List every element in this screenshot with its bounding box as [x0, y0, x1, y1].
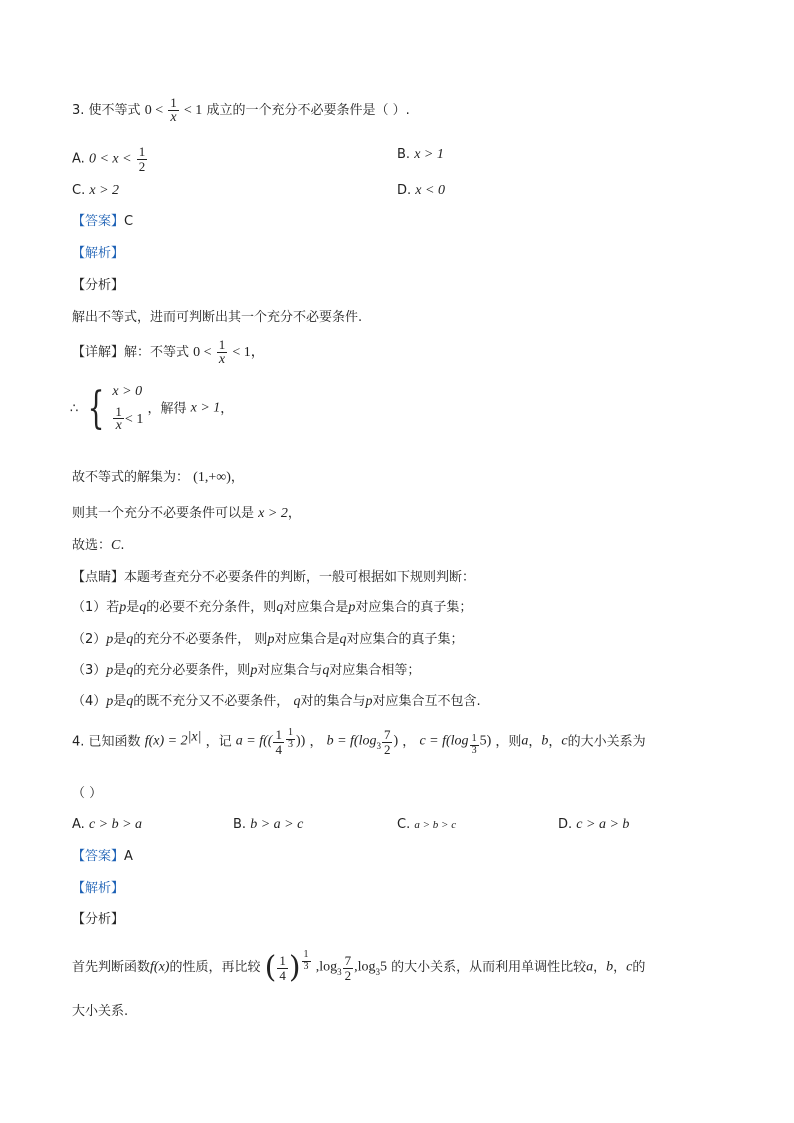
q3-stem-b: 成立的一个充分不必要条件是（ ）.	[206, 103, 410, 119]
q3-analysis-tag: 【解析】	[72, 246, 125, 261]
q3-ineq-left: 0 <	[144, 103, 164, 119]
q4-analysis-tag: 【解析】	[72, 881, 125, 896]
q3-option-c: C. x > 2	[72, 183, 120, 198]
q3-frac: $\frac{1}{x}$	[170, 95, 177, 125]
q3-dianjing: 【点睛】本题考查充分不必要条件的判断，一般可根据如下规则判断：	[72, 570, 476, 585]
q4-stem: 4. 已知函数 $f(x) = 2^{|x|}$ ，记 a = f(( $\frac{1}{4}$ $\frac{1}{3}$ )) ， $b = f(\log_3$ $\frac{7}{2}$ ) ， c = f(log $\frac{1}{3}$ 5) ，则a，b，c的大小关系为	[72, 727, 646, 757]
q3-system-brace: { x > 0 $\frac{1}{x}$ < 1	[88, 383, 144, 435]
q4-cmp-log-frac: $\frac{7}{2}$	[344, 952, 352, 983]
q4-paren: （ ）	[72, 786, 103, 801]
q3-detail: 【详解】解：不等式 0 < $\frac{1}{x}$ < 1，	[72, 337, 265, 367]
q4-a-frac: $\frac{1}{4}$	[275, 727, 282, 757]
q4-option-a: A. c > b > a	[72, 817, 143, 832]
q3-system: ∴ { x > 0 $\frac{1}{x}$ < 1 ，解得 x > 1，	[70, 383, 234, 435]
q4-option-d: D. c > a > b	[558, 817, 630, 832]
q3-option-a: A. 0 < x < $\frac{1}{2}$	[72, 144, 146, 174]
q4-c-sub: $\frac{1}{3}$	[471, 733, 477, 756]
q3-detail-frac: $\frac{1}{x}$	[218, 337, 226, 367]
q3-answer: 【答案】C	[72, 214, 134, 229]
q3-number: 3.	[72, 103, 85, 119]
q3-rule-2: （2）p是q的充分不必要条件， 则p对应集合是q对应集合的真子集；	[72, 632, 464, 647]
q4-answer: 【答案】A	[72, 849, 133, 864]
q4-b-frac: $\frac{7}{2}$	[383, 727, 391, 757]
q3-rule-4: （4）p是q的既不充分又不必要条件， q对的集合与p对应集合互不包含.	[72, 694, 481, 709]
q3-rule-1: （1）若p是q的必要不充分条件，则q对应集合是p对应集合的真子集；	[72, 600, 473, 615]
q3-fenxi-text: 解出不等式，进而可判断出其一个充分不必要条件.	[72, 310, 363, 325]
q4-option-b: B. b > a > c	[233, 817, 304, 832]
q3-option-a-frac: $\frac{1}{2}$	[138, 144, 146, 174]
q3-rule-3: （3）p是q的充分必要条件，则p对应集合与q对应集合相等；	[72, 663, 421, 678]
q3-option-d: D. x < 0	[397, 183, 445, 198]
q3-choose: 故选：C.	[72, 538, 125, 553]
q3-stem	[72, 96, 410, 125]
q4-a-exp: $\frac{1}{3}$	[287, 727, 293, 750]
q4-cmp-frac: $\frac{1}{4}$	[279, 952, 286, 983]
q4-fenxi-last: 大小关系.	[72, 1004, 129, 1019]
q4-cmp-exp: $\frac{1}{3}$	[303, 949, 309, 972]
q3-ineq-right: < 1	[183, 103, 203, 119]
q4-fenxi: 首先判断函数f(x)的性质，再比较 ( $\frac{1}{4}$ ) $\frac{1}{3}$ $,\log_3$ $\frac{7}{2}$ $,\log_35$ 的大小关系，从而利用单调性比较a，b，c的	[72, 949, 646, 985]
q3-solution-set: 故不等式的解集为： (1,+∞)，	[72, 470, 244, 485]
q3-then: 则其一个充分不必要条件可以是 x > 2，	[72, 506, 301, 521]
q3-option-b: B. x > 1	[397, 147, 444, 162]
q4-option-c: C. a > b > c	[397, 817, 457, 832]
q4-fenxi-tag: 【分析】	[72, 912, 125, 927]
q3-stem-a: 使不等式	[88, 103, 141, 119]
q3-fenxi-tag: 【分析】	[72, 278, 125, 293]
